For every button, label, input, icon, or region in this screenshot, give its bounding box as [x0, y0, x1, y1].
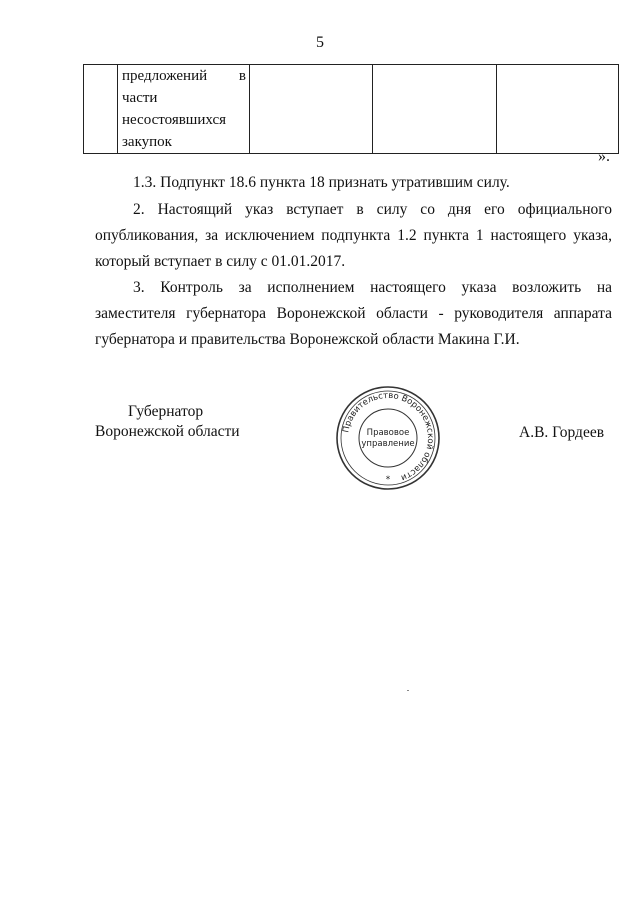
signatory-title-line1: Губернатор [128, 403, 204, 420]
cell-line-end: в [238, 68, 246, 84]
paragraph-1-3: 1.3. Подпункт 18.6 пункта 18 признать утратившим силу. [133, 174, 510, 191]
scan-speck [407, 690, 409, 691]
table-cell-empty [497, 65, 619, 154]
official-seal-icon [333, 383, 443, 493]
paragraph-3: 3. Контроль за исполнением настоящего указа возложить на заместителя губернатора Воронежской области - руководителя аппарата губернатора и правительства Воронежской области Макина Г.И. [95, 279, 612, 348]
closing-quote: ». [598, 148, 610, 165]
table-cell-empty [250, 65, 373, 154]
svg-text:*: * [385, 475, 391, 485]
table-cell-description [118, 65, 250, 154]
paragraph-2: 2. Настоящий указ вступает в силу со дня его официального опубликования, за исключением подпункта 1.2 пункта 1 настоящего указа, который вступает в силу с 01.01.2017. [95, 201, 612, 270]
cell-line: предложений [122, 68, 208, 84]
signatory-title-line2: Воронежской области [95, 423, 240, 440]
signatory-title [95, 402, 240, 442]
cell-line: части [122, 90, 158, 106]
seal-ring-text: Правительство Воронежской области [341, 390, 436, 483]
cell-line: несостоявшихся [122, 112, 227, 128]
seal-center-line1: Правовое [366, 428, 410, 438]
cell-line: закупок [122, 134, 172, 150]
continuation-table [83, 64, 619, 154]
table-cell-number [84, 65, 118, 154]
signatory-name: А.В. Гордеев [519, 424, 605, 441]
table-cell-empty [373, 65, 497, 154]
table-row [84, 65, 619, 154]
page-number: 5 [316, 34, 324, 51]
seal-center-line2: управление [361, 439, 415, 449]
